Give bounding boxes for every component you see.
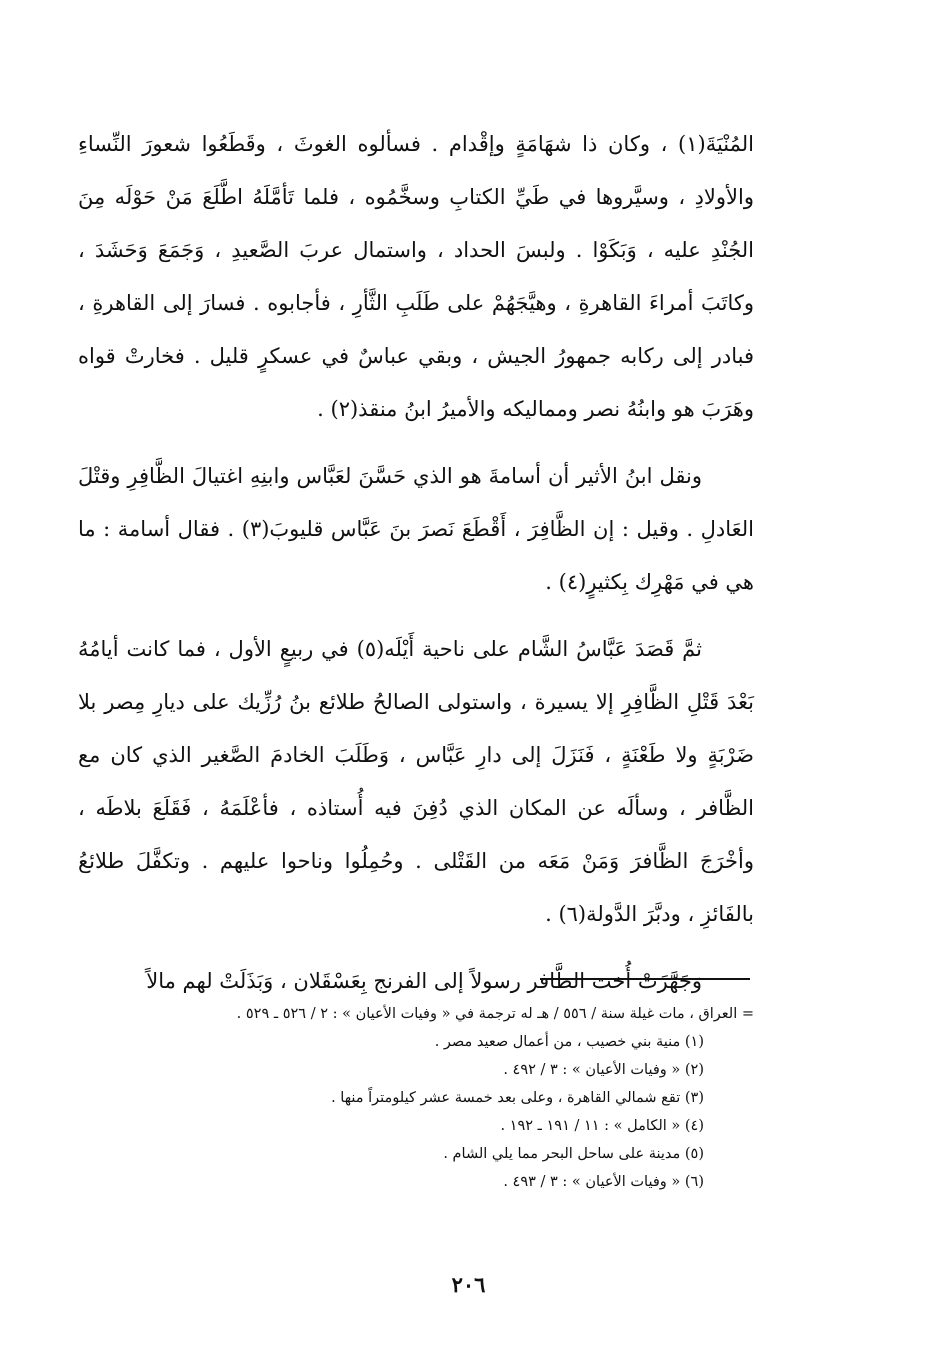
footnote-item: (٢) « وفيات الأعيان » : ٣ / ٤٩٢ .	[503, 1062, 704, 1078]
footnote-item: (٣) تقع شمالي القاهرة ، وعلى بعد خمسة عشر كيلومتراً منها .	[331, 1090, 704, 1106]
footnotes	[78, 1000, 754, 1196]
page-number: ٢٠٦	[451, 1272, 486, 1297]
main-text	[78, 118, 754, 1008]
paragraph: وَجَهَّزَتْ أُخت الظَّافر رسولاً إلى الفرنج بِعَسْقَلان ، وَبَذَلَتْ لهم مالاً	[146, 969, 702, 993]
paragraph: المُنْيَةَ(١) ، وكان ذا شهَامَةٍ وإقْدام . فسألوه الغوثَ ، وقَطَعُوا شعورَ النِّساءِ والأولادِ ، وسيَّروها في طَيِّ الكتابِ وسخَّمُوه ، فلما تَأمَّلَهُ اطَّلَعَ مَنْ حَوْلَه مِنَ الجُنْدِ عليه ، وَبَكَوْا . ولبسَ الحداد ، واستمال عربَ الصَّعيدِ ، وَجَمَعَ وَحَشَدَ ، وكاتَبَ أمراءَ القاهرةِ ، وهيَّجَهُمْ على طَلَبِ الثَّأرِ ، فأجابوه . فسارَ إلى القاهرةِ ، فبادر إلى ركابه جمهورُ الجيش ، وبقي عباسٌ في عسكرٍ قليل . فخارتْ قواه وهَرَبَ هو وابنُهُ نصر ومماليكه والأميرُ ابنُ منقذ(٢) .	[78, 132, 754, 421]
paragraph: ثمَّ قَصَدَ عَبَّاسُ الشَّام على ناحية أَيْلَه(٥) في ربيعٍ الأول ، فما كانت أيامُهُ بَعْدَ قَتْلِ الظَّافِرِ إلا يسيرة ، واستولى الصالحُ طلائع بنُ رُزِّيك على ديارِ مِصر بلا ضَرْبَةٍ ولا طَعْنَةٍ ، فَنَزَلَ إلى دارِ عَبَّاس ، وَطَلَبَ الخادمَ الصَّغير الذي كان مع الظَّافر ، وسألَه عن المكان الذي دُفِنَ فيه أُستاذه ، فأعْلَمَهُ ، فَقَلَعَ بلاطَه ، وأخْرَجَ الظَّافرَ وَمَنْ مَعَه من القَتْلى . وحُمِلُوا وناحوا عليهم . وتكفَّلَ طلائعُ بالفَائزِ ، ودبَّرَ الدَّولة(٦) .	[78, 637, 754, 926]
footnote-item: (٤) « الكامل » : ١١ / ١٩١ ـ ١٩٢ .	[500, 1118, 704, 1134]
footnote-continuation: = العراق ، مات غيلة سنة / ٥٥٦ / هـ له ترجمة في « وفيات الأعيان » : ٢ / ٥٢٦ ـ ٥٢٩ .	[236, 1006, 754, 1022]
footnote-item: (٥) مدينة على ساحل البحر مما يلي الشام .	[443, 1146, 704, 1162]
paragraph: ونقل ابنُ الأثير أن أسامةَ هو الذي حَسَّنَ لعَبَّاس وابنِهِ اغتيالَ الظَّافِرِ وقتْلَ العَادلِ . وقيل : إن الظَّافِرَ ، أَقْطَعَ نَصرَ بنَ عَبَّاس قليوبَ(٣) . فقال أسامة : ما هي في مَهْرِك بِكثيرٍ(٤) .	[78, 464, 754, 594]
footnote-item: (١) منية بني خصيب ، من أعمال صعيد مصر .	[434, 1034, 704, 1050]
footnote-separator	[540, 978, 750, 980]
footnote-item: (٦) « وفيات الأعيان » : ٣ / ٤٩٣ .	[503, 1174, 704, 1190]
